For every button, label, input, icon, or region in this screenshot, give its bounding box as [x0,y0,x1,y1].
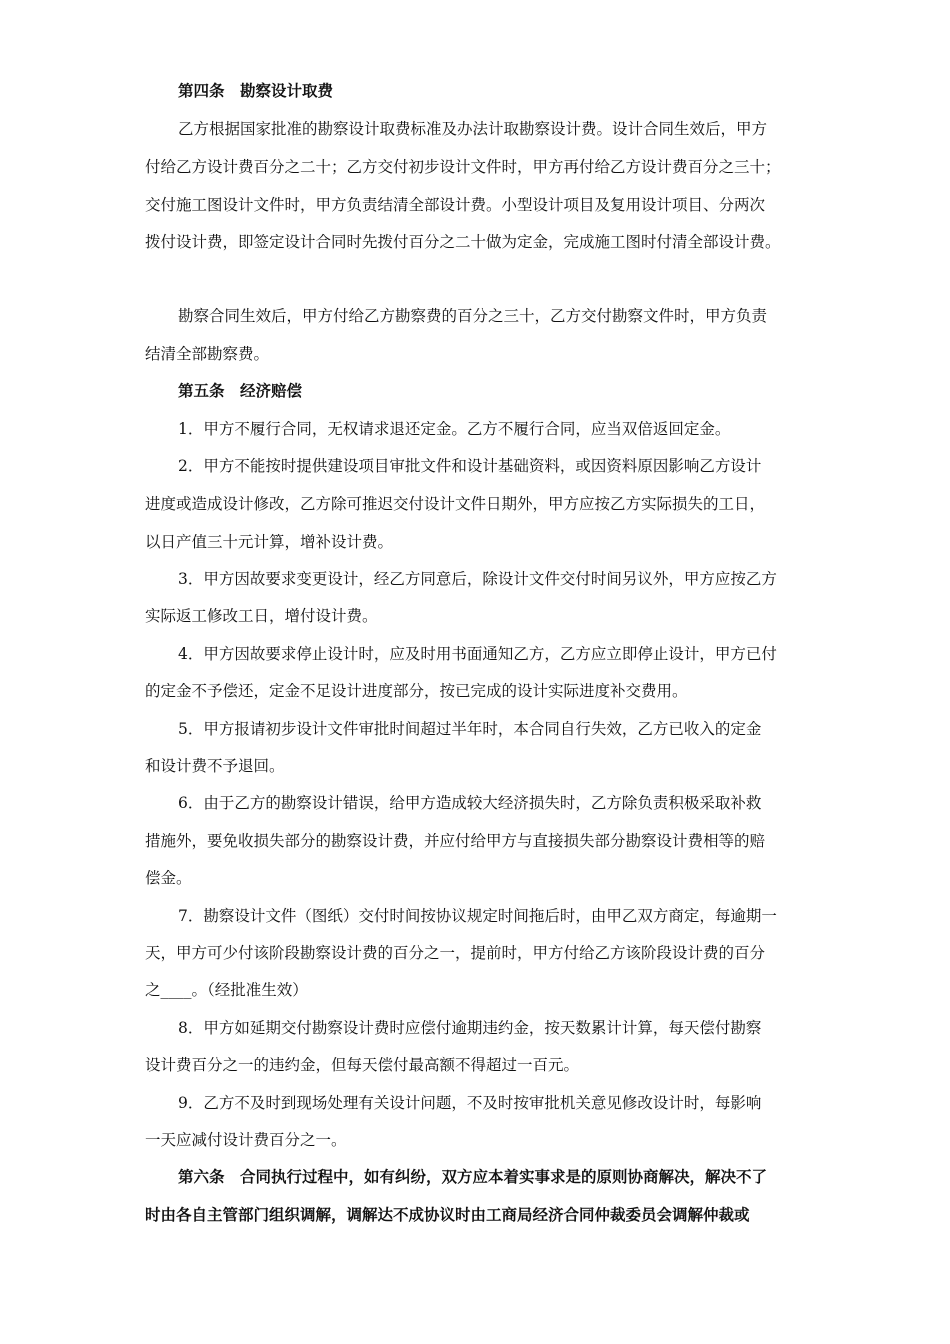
clause-6-line-2: 措施外，要免收损失部分的勘察设计费，并应付给甲方与直接损失部分勘察设计费相等的赔 [145,832,766,850]
clause-2-line-2: 进度或造成设计修改，乙方除可推迟交付设计文件日期外，甲方应按乙方实际损失的工日， [145,495,766,513]
clause-8-line-1: 8．甲方如延期交付勘察设计费时应偿付逾期违约金，按天数累计计算，每天偿付勘察 [178,1019,762,1037]
clause-6-line-3: 偿金。 [145,869,192,887]
clause-3-line-1: 3．甲方因故要求变更设计，经乙方同意后，除设计文件交付时间另议外，甲方应按乙方 [178,570,777,588]
article-5-heading: 第五条 经济赔偿 [178,381,303,400]
clause-8-line-2: 设计费百分之一的违约金，但每天偿付最高额不得超过一百元。 [145,1056,580,1074]
clause-9-line-2: 一天应减付设计费百分之一。 [145,1131,347,1149]
article-4-paragraph-2-line-1: 勘察合同生效后，甲方付给乙方勘察费的百分之三十，乙方交付勘察文件时，甲方负责 [178,307,768,325]
article-4-paragraph-1-line-2: 付给乙方设计费百分之二十；乙方交付初步设计文件时，甲方再付给乙方设计费百分之三十； [145,158,781,176]
clause-2-line-1: 2．甲方不能按时提供建设项目审批文件和设计基础资料，或因资料原因影响乙方设计 [178,457,762,475]
clause-7-line-1: 7．勘察设计文件（图纸）交付时间按协议规定时间拖后时，由甲乙双方商定，每逾期一 [178,907,777,925]
clause-5-line-2: 和设计费不予退回。 [145,757,285,775]
clause-9-line-1: 9．乙方不及时到现场处理有关设计问题，不及时按审批机关意见修改设计时，每影响 [178,1094,762,1112]
clause-4-line-1: 4．甲方因故要求停止设计时，应及时用书面通知乙方，乙方应立即停止设计，甲方已付 [178,645,777,663]
article-4-heading: 第四条 勘察设计取费 [178,81,334,100]
clause-7-line-3: 之____。（经批准生效） [145,981,308,999]
clause-1-line-1: 1．甲方不履行合同，无权请求退还定金。乙方不履行合同，应当双倍返回定金。 [178,420,731,438]
article-4-paragraph-1-line-4: 拨付设计费，即签定设计合同时先拨付百分之二十做为定金，完成施工图时付清全部设计费。 [145,233,781,251]
clause-4-line-2: 的定金不予偿还，定金不足设计进度部分，按已完成的设计实际进度补交费用。 [145,682,688,700]
clause-5-line-1: 5．甲方报请初步设计文件审批时间超过半年时，本合同自行失效，乙方已收入的定金 [178,720,762,738]
clause-7-line-2: 天，甲方可少付该阶段勘察设计费的百分之一，提前时，甲方付给乙方该阶段设计费的百分 [145,944,766,962]
article-4-paragraph-1-line-3: 交付施工图设计文件时，甲方负责结清全部设计费。小型设计项目及复用设计项目、分两次 [145,196,766,214]
clause-3-line-2: 实际返工修改工日，增付设计费。 [145,607,378,625]
clause-2-line-3: 以日产值三十元计算，增补设计费。 [145,533,394,551]
article-6-line-1: 第六条 合同执行过程中，如有纠纷，双方应本着实事求是的原则协商解决，解决不了 [178,1167,768,1186]
article-4-paragraph-1-line-1: 乙方根据国家批准的勘察设计取费标准及办法计取勘察设计费。设计合同生效后，甲方 [178,120,768,138]
clause-6-line-1: 6．由于乙方的勘察设计错误，给甲方造成较大经济损失时，乙方除负责积极采取补救 [178,794,762,812]
article-6-line-2: 时由各自主管部门组织调解，调解达不成协议时由工商局经济合同仲裁委员会调解仲裁或 [145,1205,750,1224]
article-4-paragraph-2-line-2: 结清全部勘察费。 [145,345,270,363]
